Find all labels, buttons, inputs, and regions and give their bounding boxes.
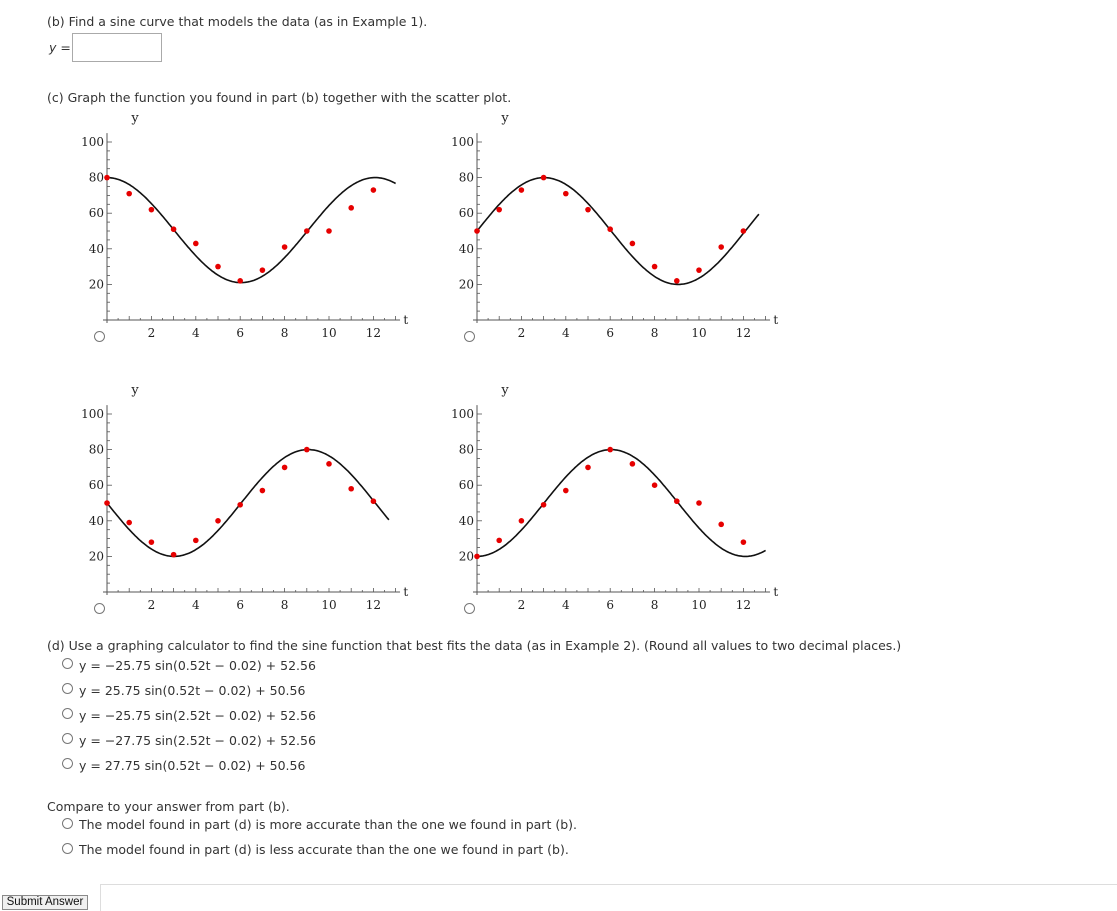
data-point (326, 461, 332, 467)
data-point (104, 500, 110, 506)
data-point (282, 465, 288, 471)
data-point (541, 502, 547, 508)
data-point (260, 488, 266, 494)
y-tick-label: 60 (458, 478, 474, 493)
data-point (718, 244, 724, 250)
data-point (563, 191, 569, 197)
part-b-answer-input[interactable] (72, 33, 162, 62)
data-point (171, 226, 177, 232)
y-axis-label: y (501, 383, 509, 398)
y-tick-label: 80 (458, 442, 474, 457)
y-tick-label: 40 (88, 513, 104, 528)
data-point (718, 522, 724, 528)
data-point (237, 278, 243, 284)
data-point (630, 241, 636, 247)
data-point (371, 498, 377, 504)
x-tick-label: 2 (517, 326, 526, 340)
x-tick-label: 2 (147, 326, 156, 340)
part-d-option-2-radio[interactable] (62, 683, 73, 694)
x-tick-label: 4 (191, 598, 200, 612)
model-curve (477, 450, 766, 557)
data-point (282, 244, 288, 250)
data-point (674, 278, 680, 284)
compare-prompt: Compare to your answer from part (b). (47, 799, 290, 814)
part-b-prompt: (b) Find a sine curve that models the data (as in Example 1). (47, 14, 428, 29)
y-tick-label: 100 (451, 135, 474, 149)
model-curve (477, 178, 759, 285)
compare-option-1-label: The model found in part (d) is more accurate than the one we found in part (b). (79, 817, 577, 832)
data-point (149, 539, 155, 545)
x-axis-label: t (403, 585, 409, 599)
data-point (696, 500, 702, 506)
y-tick-label: 40 (458, 241, 474, 256)
data-point (630, 461, 636, 467)
x-tick-label: 10 (691, 598, 707, 612)
x-tick-label: 6 (606, 598, 615, 612)
part-d-option-4-label: y = −27.75 sin(2.52t − 0.02) + 52.56 (79, 733, 316, 748)
part-d-prompt: (d) Use a graphing calculator to find the sine function that best fits the data (as in Example 2). (Round all values to two decimal places.) (47, 638, 902, 653)
x-tick-label: 10 (321, 326, 337, 340)
graph-option-3 (81, 380, 430, 615)
data-point (607, 447, 613, 453)
data-point (237, 502, 243, 508)
data-point (652, 264, 658, 270)
y-tick-label: 20 (458, 549, 474, 564)
part-d-option-5-radio[interactable] (62, 758, 73, 769)
data-point (474, 554, 480, 560)
data-point (126, 520, 132, 526)
part-c-prompt: (c) Graph the function you found in part (b) together with the scatter plot. (47, 90, 512, 105)
x-tick-label: 12 (735, 598, 752, 612)
compare-option-2-label: The model found in part (d) is less accurate than the one we found in part (b). (79, 842, 569, 857)
data-point (741, 228, 747, 234)
data-point (104, 175, 110, 181)
data-point (193, 538, 199, 544)
data-point (496, 538, 502, 544)
data-point (304, 447, 310, 453)
data-point (215, 518, 221, 524)
part-d-option-3-radio[interactable] (62, 708, 73, 719)
submit-answer-button[interactable]: Submit Answer (2, 895, 88, 910)
compare-option-1-radio[interactable] (62, 818, 73, 829)
y-tick-label: 20 (88, 277, 104, 292)
y-equals-label: y = (49, 40, 71, 55)
x-tick-label: 8 (280, 598, 289, 612)
y-tick-label: 80 (458, 170, 474, 185)
x-tick-label: 12 (735, 326, 752, 340)
y-tick-label: 60 (88, 206, 104, 221)
data-point (193, 241, 199, 247)
bottom-divider (100, 884, 1117, 911)
part-d-option-4-radio[interactable] (62, 733, 73, 744)
data-point (674, 498, 680, 504)
x-tick-label: 12 (365, 326, 382, 340)
x-tick-label: 4 (561, 326, 570, 340)
data-point (149, 207, 155, 213)
x-tick-label: 12 (365, 598, 382, 612)
data-point (371, 187, 377, 193)
x-axis-label: t (773, 585, 779, 599)
data-point (585, 465, 591, 471)
y-tick-label: 80 (88, 170, 104, 185)
x-tick-label: 2 (517, 598, 526, 612)
x-tick-label: 2 (147, 598, 156, 612)
part-d-option-2-label: y = 25.75 sin(0.52t − 0.02) + 50.56 (79, 683, 306, 698)
graph-option-4 (451, 380, 800, 615)
part-d-option-5-label: y = 27.75 sin(0.52t − 0.02) + 50.56 (79, 758, 306, 773)
y-axis-label: y (501, 111, 509, 126)
y-tick-label: 40 (88, 241, 104, 256)
part-d-option-3-label: y = −25.75 sin(2.52t − 0.02) + 52.56 (79, 708, 316, 723)
data-point (519, 187, 525, 193)
x-tick-label: 8 (650, 326, 659, 340)
x-tick-label: 4 (191, 326, 200, 340)
x-tick-label: 10 (321, 598, 337, 612)
data-point (585, 207, 591, 213)
data-point (741, 539, 747, 545)
y-tick-label: 100 (451, 407, 474, 421)
x-tick-label: 6 (606, 326, 615, 340)
graph-option-2 (451, 108, 800, 343)
graph-option-1 (81, 108, 430, 343)
data-point (304, 228, 310, 234)
x-tick-label: 8 (280, 326, 289, 340)
data-point (607, 226, 613, 232)
data-point (652, 482, 658, 488)
data-point (326, 228, 332, 234)
x-axis-label: t (773, 313, 779, 327)
y-tick-label: 100 (81, 407, 104, 421)
y-axis-label: y (131, 111, 139, 126)
part-d-option-1-label: y = −25.75 sin(0.52t − 0.02) + 52.56 (79, 658, 316, 673)
x-tick-label: 8 (650, 598, 659, 612)
x-tick-label: 10 (691, 326, 707, 340)
x-tick-label: 6 (236, 598, 245, 612)
y-axis-label: y (131, 383, 139, 398)
data-point (474, 228, 480, 234)
compare-option-2-radio[interactable] (62, 843, 73, 854)
x-tick-label: 4 (561, 598, 570, 612)
data-point (171, 552, 177, 558)
data-point (496, 207, 502, 213)
data-point (519, 518, 525, 524)
y-tick-label: 100 (81, 135, 104, 149)
y-tick-label: 40 (458, 513, 474, 528)
data-point (541, 175, 547, 181)
y-tick-label: 60 (458, 206, 474, 221)
x-tick-label: 6 (236, 326, 245, 340)
part-d-option-1-radio[interactable] (62, 658, 73, 669)
data-point (696, 267, 702, 273)
y-tick-label: 60 (88, 478, 104, 493)
data-point (215, 264, 221, 270)
data-point (348, 486, 354, 492)
y-tick-label: 20 (88, 549, 104, 564)
y-tick-label: 20 (458, 277, 474, 292)
model-curve (107, 178, 396, 283)
data-point (260, 267, 266, 273)
data-point (563, 488, 569, 494)
data-point (126, 191, 132, 197)
y-tick-label: 80 (88, 442, 104, 457)
x-axis-label: t (403, 313, 409, 327)
data-point (348, 205, 354, 211)
